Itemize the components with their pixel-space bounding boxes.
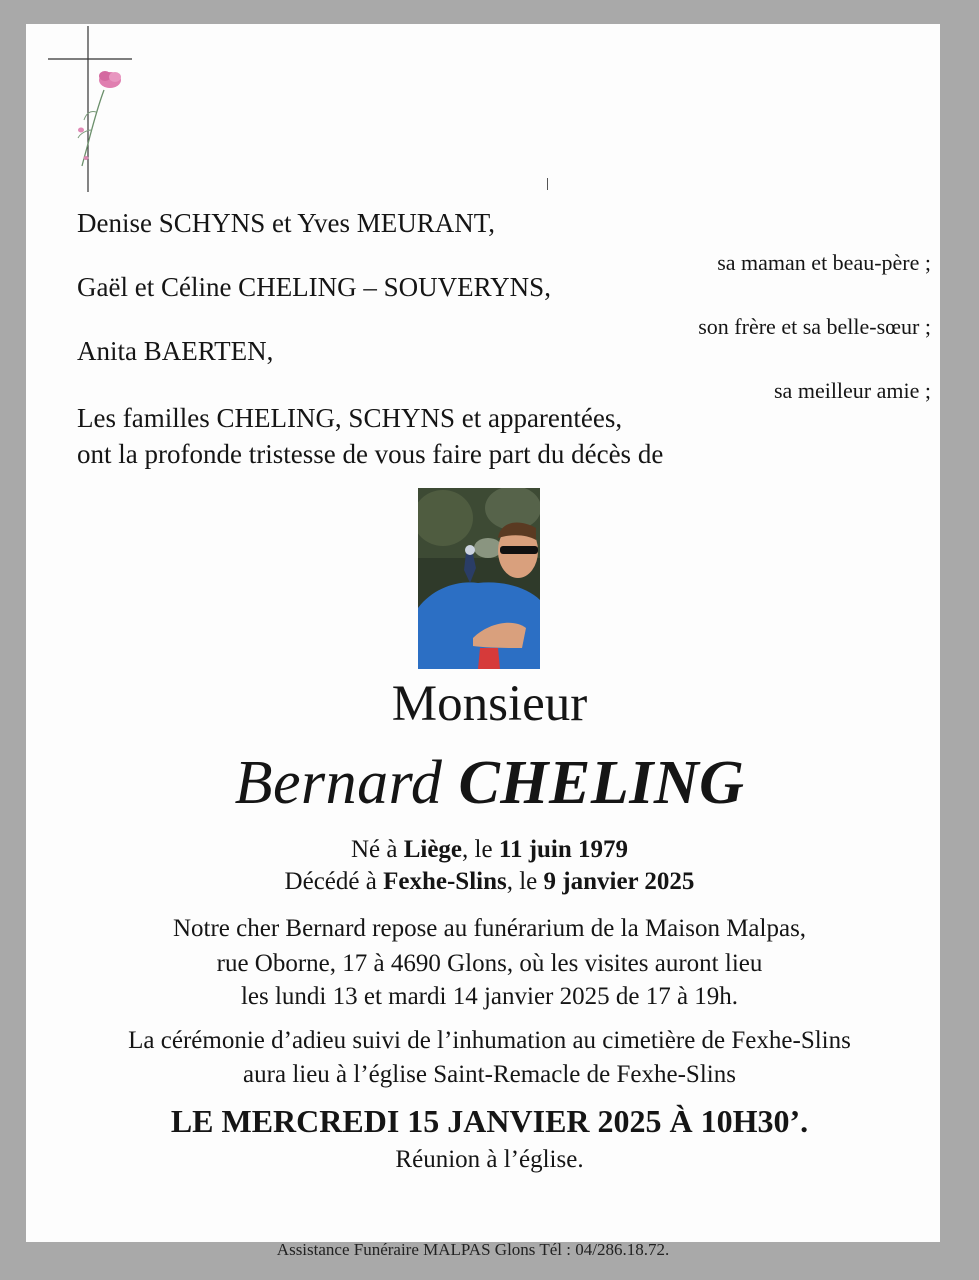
death-date: 9 janvier 2025	[543, 868, 695, 895]
death-prefix: Décédé à	[284, 868, 377, 895]
deceased-name	[0, 748, 979, 819]
birth-date: 11 juin 1979	[498, 836, 629, 863]
birth-mid: , le	[462, 836, 493, 863]
family-line-mother: Denise SCHYNS et Yves MEURANT,	[77, 208, 496, 238]
relation-brother: son frère et sa belle-sœur ;	[698, 314, 931, 339]
birth-prefix: Né à	[350, 836, 398, 863]
death-line	[0, 868, 979, 896]
family-line-announcement: ont la profonde tristesse de vous faire part du décès de	[77, 439, 664, 469]
ceremony-line-1: La cérémonie d’adieu suivi de l’inhumation au cimetière de Fexhe-Slins	[128, 1027, 851, 1054]
relation-mother: sa maman et beau-père ;	[717, 250, 931, 275]
deceased-photo	[418, 488, 540, 669]
family-line-brother: Gaël et Céline CHELING – SOUVERYNS,	[77, 272, 551, 302]
meeting-place: Réunion à l’église.	[395, 1146, 584, 1173]
cross-with-flower-icon	[46, 26, 136, 194]
relation-friend: sa meilleur amie ;	[774, 378, 931, 403]
first-name: Bernard	[234, 749, 443, 817]
ceremony-line-2: aura lieu à l’église Saint-Remacle de Fexhe-Slins	[243, 1061, 736, 1088]
visitation-line-2: rue Oborne, 17 à 4690 Glons, où les visites auront lieu	[216, 950, 763, 977]
deceased-title: Monsieur	[391, 676, 588, 732]
birth-line	[0, 836, 979, 864]
family-line-friend: Anita BAERTEN,	[77, 336, 274, 366]
visitation-line-3: les lundi 13 et mardi 14 janvier 2025 de 17 à 19h.	[240, 983, 739, 1010]
death-mid: , le	[506, 868, 538, 895]
visitation-line-1: Notre cher Bernard repose au funérarium de la Maison Malpas,	[172, 915, 807, 942]
stray-mark	[547, 178, 548, 190]
death-place: Fexhe-Slins	[383, 868, 507, 895]
birth-place: Liège	[403, 836, 463, 863]
last-name: CHELING	[458, 749, 745, 817]
funeral-home-footer: Assistance Funéraire MALPAS Glons Tél : 04/286.18.72.	[276, 1240, 670, 1259]
family-line-families: Les familles CHELING, SCHYNS et apparentées,	[77, 403, 623, 433]
ceremony-date: LE MERCREDI 15 JANVIER 2025 À 10H30’.	[170, 1103, 809, 1139]
